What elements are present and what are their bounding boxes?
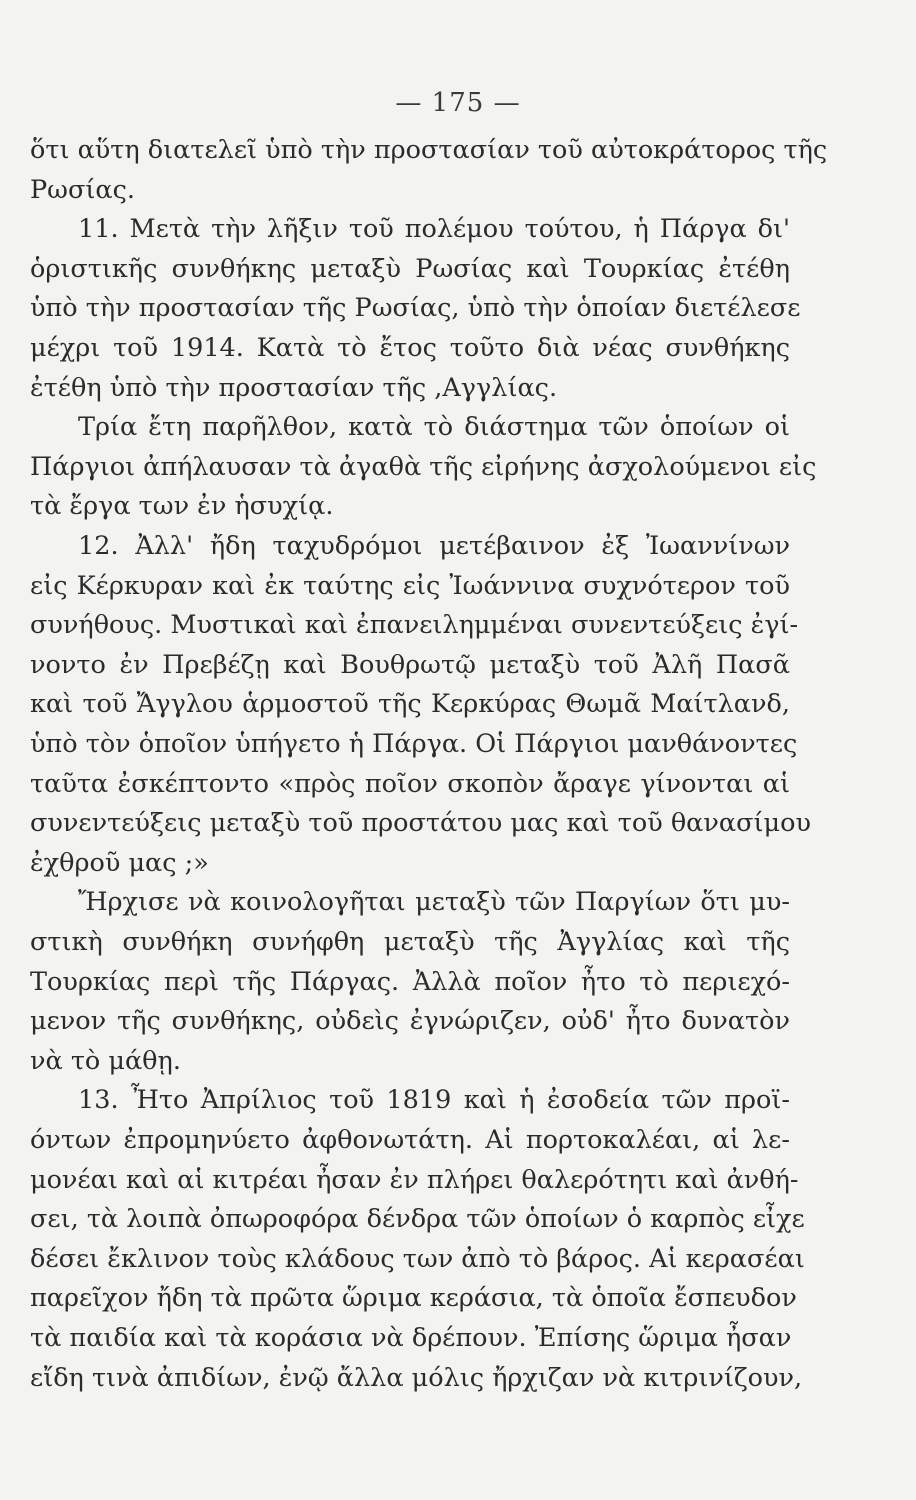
text-line: στικὴ συνθήκη συνήφθη μεταξὺ τῆς Ἀγγλίας καὶ τῆς <box>30 927 790 957</box>
text-line: Τουρκίας περὶ τῆς Πάργας. Ἀλλὰ ποῖον ἦτο τὸ περιεχό- <box>30 966 790 997</box>
text-line: 12. Ἀλλ' ἤδη ταχυδρόμοι μετέβαινον ἐξ Ἰωαννίνων <box>78 531 790 561</box>
text-line: ταῦτα ἐσκέπτοντο «πρὸς ποῖον σκοπὸν ἄραγε γίνονται αἱ <box>30 768 790 799</box>
text-line: ὑπὸ τὸν ὁποῖον ὑπήγετο ἡ Πάργα. Οἱ Πάργιοι μανθάνοντες <box>30 729 798 759</box>
text-line: τὰ παιδία καὶ τὰ κοράσια νὰ δρέπουν. Ἐπίσης ὥριμα ἦσαν <box>30 1323 792 1353</box>
text-line: εἰς Κέρκυραν καὶ ἐκ ταύτης εἰς Ἰωάννινα συχνότερον τοῦ <box>30 570 790 601</box>
text-line: όντων ἐπρομηνύετο ἀφθονωτάτη. Αἱ πορτοκαλέαι, αἱ λε- <box>30 1125 790 1155</box>
text-line: ὅτι αὕτη διατελεῖ ὑπὸ τὴν προστασίαν τοῦ αὐτοκράτορος τῆς <box>30 135 828 165</box>
text-line: συνεντεύξεις μεταξὺ τοῦ προστάτου μας καὶ τοῦ θανασίμου <box>30 808 811 839</box>
text-line: ὑπὸ τὴν προστασίαν τῆς Ρωσίας, ὑπὸ τὴν ὁποίαν διετέλεσε <box>30 293 801 324</box>
text-line: εἴδη τινὰ ἀπιδίων, ἐνῷ ἄλλα μόλις ἤρχιζαν νὰ κιτρινίζουν, <box>30 1362 803 1393</box>
text-line: μονέαι καὶ αἱ κιτρέαι ἦσαν ἐν πλήρει θαλερότητι καὶ ἀνθή- <box>30 1164 799 1195</box>
page-number: — 175 — <box>395 88 521 118</box>
text-line: ὁριστικῆς συνθήκης μεταξὺ Ρωσίας καὶ Τουρκίας ἐτέθη <box>30 253 790 284</box>
text-line: καὶ τοῦ Ἄγγλου ἁρμοστοῦ τῆς Κερκύρας Θωμᾶ Μαίτλανδ, <box>30 689 790 720</box>
text-line: Ρωσίας. <box>30 174 135 205</box>
text-line: Ἤρχισε νὰ κοινολογῆται μεταξὺ τῶν Παργίων ὅτι μυ- <box>78 887 790 918</box>
text-line: νὰ τὸ μάθῃ. <box>30 1045 181 1076</box>
text-line: σει, τὰ λοιπὰ ὀπωροφόρα δένδρα τῶν ὁποίων ὁ καρπὸς εἶχε <box>30 1204 805 1235</box>
text-line: ἐχθροῦ μας ;» <box>30 847 209 878</box>
text-line: συνήθους. Μυστικαὶ καὶ ἐπανειλημμέναι συνεντεύξεις ἐγί- <box>30 610 799 641</box>
text-line: παρεῖχον ἤδη τὰ πρῶτα ὥριμα κεράσια, τὰ ὁποῖα ἔσπευδον <box>30 1283 797 1314</box>
text-line: τὰ ἔργα των ἐν ἡσυχίᾳ. <box>30 491 334 522</box>
text-line: 11. Μετὰ τὴν λῆξιν τοῦ πολέμου τούτου, ἡ Πάργα δι' <box>78 214 790 245</box>
text-line: μενον τῆς συνθήκης, οὐδεὶς ἐγνώριζεν, οὐδ' ἦτο δυνατὸν <box>30 1006 790 1037</box>
text-line: νοντο ἐν Πρεβέζῃ καὶ Βουθρωτῷ μεταξὺ τοῦ Ἀλῆ Πασᾶ <box>30 649 790 680</box>
text-line: ἐτέθη ὑπὸ τὴν προστασίαν τῆς ,Αγγλίας. <box>30 372 558 403</box>
text-line: Τρία ἔτη παρῆλθον, κατὰ τὸ διάστημα τῶν ὁποίων οἱ <box>78 412 790 443</box>
text-line: 13. Ἦτο Ἀπρίλιος τοῦ 1819 καὶ ἡ ἐσοδεία τῶν προϊ- <box>78 1085 790 1116</box>
text-line: μέχρι τοῦ 1914. Κατὰ τὸ ἔτος τοῦτο διὰ νέας συνθήκης <box>30 333 790 363</box>
text-line: δέσει ἔκλινον τοὺς κλάδους των ἀπὸ τὸ βάρος. Αἱ κερασέαι <box>30 1243 805 1274</box>
text-line: Πάργιοι ἀπήλαυσαν τὰ ἀγαθὰ τῆς εἰρήνης ἀσχολούμενοι εἰς <box>30 451 817 482</box>
